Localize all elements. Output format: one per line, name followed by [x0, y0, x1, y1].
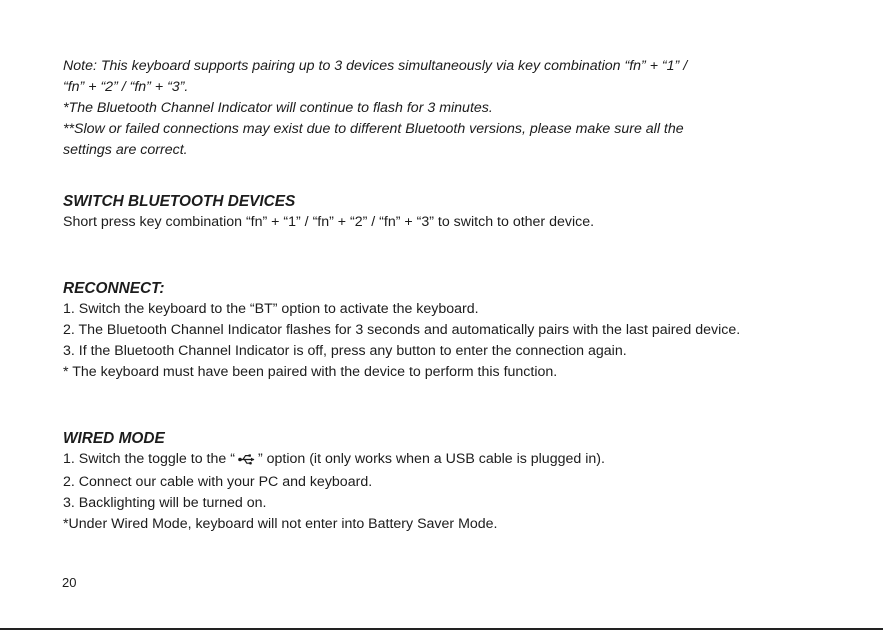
step-text-before: 1. Switch the toggle to the “ — [63, 451, 235, 467]
section-heading: WIRED MODE — [63, 430, 165, 447]
reconnect-section — [63, 278, 863, 383]
usb-icon — [238, 451, 255, 472]
note-section — [63, 56, 863, 161]
section-heading: RECONNECT: — [63, 280, 165, 297]
step-line: 2. The Bluetooth Channel Indicator flashes for 3 seconds and automatically pairs with the last paired device. — [63, 322, 741, 338]
note-line: **Slow or failed connections may exist due to different Bluetooth versions, please make sure all the — [63, 121, 684, 137]
switch-bluetooth-section — [63, 191, 863, 233]
step-line: 1. Switch the keyboard to the “BT” option to activate the keyboard. — [63, 301, 479, 317]
step-line: 2. Connect our cable with your PC and keyboard. — [63, 474, 373, 490]
section-body: Short press key combination “fn” + “1” / “fn” + “2” / “fn” + “3” to switch to other device. — [63, 214, 595, 230]
note-line: Note: This keyboard supports pairing up to 3 devices simultaneously via key combination “fn” + “1” / — [63, 58, 688, 74]
note-line: “fn” + “2” / “fn” + “3”. — [63, 79, 189, 95]
note-line: *The Bluetooth Channel Indicator will continue to flash for 3 minutes. — [63, 100, 493, 116]
step-line — [63, 449, 863, 472]
step-line: 3. If the Bluetooth Channel Indicator is off, press any button to enter the connection again. — [63, 343, 627, 359]
note-line: settings are correct. — [63, 142, 188, 158]
step-line: * The keyboard must have been paired with the device to perform this function. — [63, 364, 558, 380]
bottom-divider — [0, 628, 883, 630]
step-text-after: ” option (it only works when a USB cable is plugged in). — [257, 451, 605, 467]
page-number: 20 — [62, 575, 77, 590]
section-heading: SWITCH BLUETOOTH DEVICES — [63, 193, 296, 210]
step-line: 3. Backlighting will be turned on. — [63, 495, 267, 511]
wired-mode-section — [63, 428, 863, 535]
step-line: *Under Wired Mode, keyboard will not enter into Battery Saver Mode. — [63, 516, 498, 532]
